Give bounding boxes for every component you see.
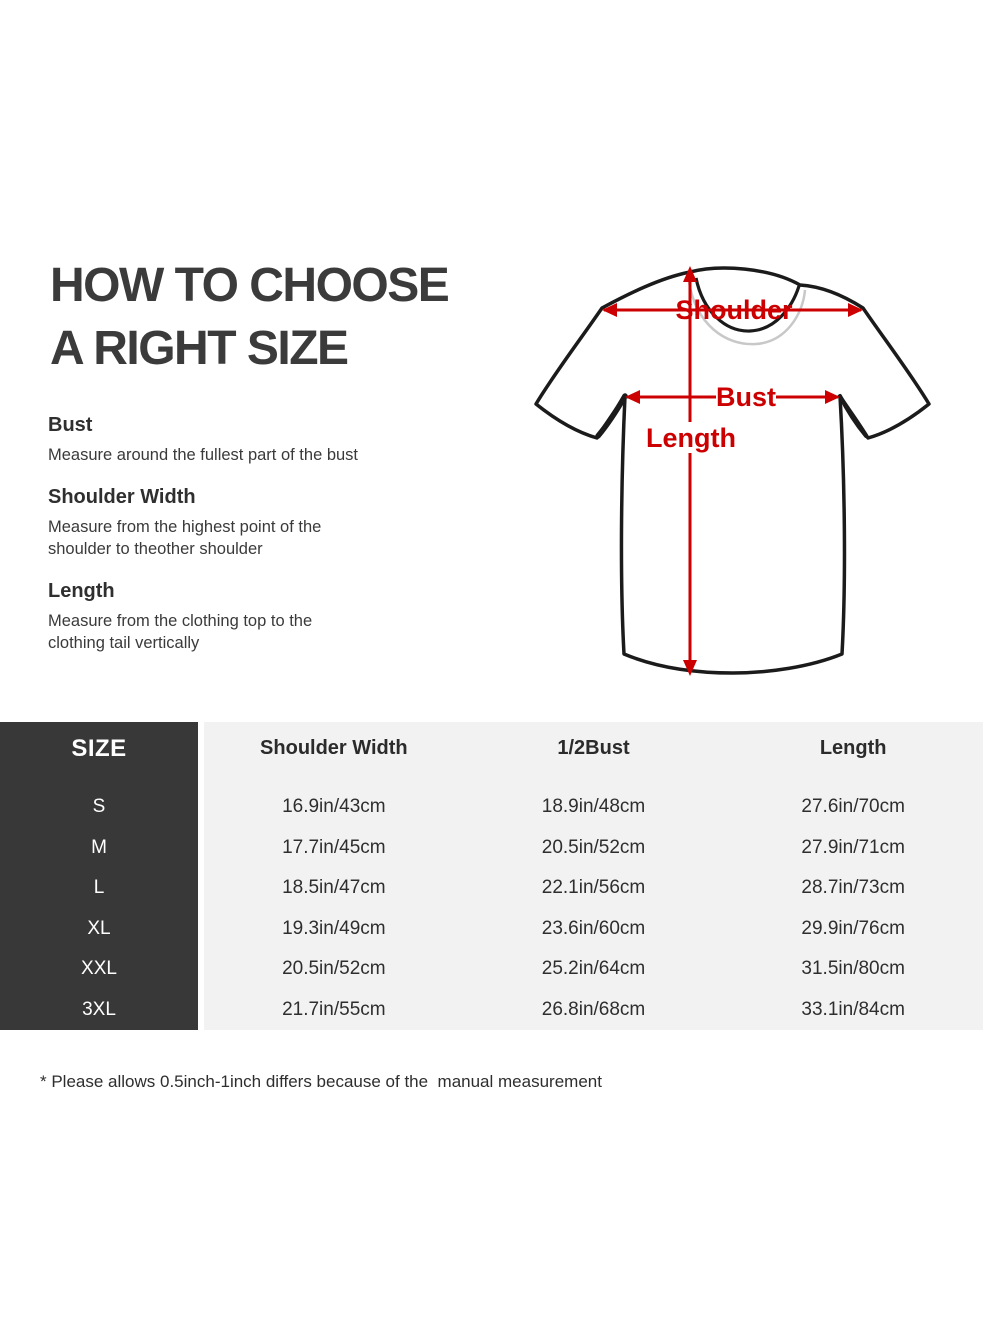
cell-length: 33.1in/84cm — [801, 998, 905, 1020]
size-cell-m: M — [91, 836, 107, 858]
cell-half-bust: 22.1in/56cm — [541, 877, 646, 899]
tshirt-diagram-svg — [520, 252, 940, 682]
cell-shoulder-width: 16.9in/43cm — [282, 796, 386, 818]
size-cell-xl: XL — [87, 917, 111, 939]
cell-shoulder-width: 19.3in/49cm — [282, 917, 386, 939]
table-row — [204, 949, 983, 990]
column-header-length: Length — [819, 737, 887, 759]
size-cell-xxl: XXL — [81, 958, 117, 980]
shoulder-label: Shoulder — [675, 295, 793, 325]
cell-length: 31.5in/80cm — [801, 958, 905, 980]
page-title-line2: A RIGHT SIZE — [50, 322, 348, 375]
column-header-shoulder-width: Shoulder Width — [260, 737, 408, 759]
length-label: Length — [646, 423, 736, 453]
guide-item-bust — [48, 414, 458, 466]
guide-term: Bust — [48, 414, 93, 436]
cell-length: 27.6in/70cm — [801, 796, 905, 818]
cell-length: 27.9in/71cm — [801, 836, 905, 858]
size-column-header: SIZE — [71, 734, 127, 762]
size-cell-s: S — [92, 796, 106, 818]
guide-desc-line: shoulder to theother shoulder — [48, 540, 263, 558]
column-header-half-bust: 1/2Bust — [557, 737, 630, 759]
guide-item-shoulder-width — [48, 486, 458, 560]
table-header-row — [204, 722, 983, 775]
cell-half-bust: 23.6in/60cm — [541, 917, 646, 939]
table-body — [204, 722, 983, 1030]
bust-label: Bust — [716, 382, 776, 412]
table-row — [204, 990, 983, 1031]
guide-desc — [48, 610, 458, 654]
page-title-line1: HOW TO CHOOSE — [50, 259, 449, 312]
guide-desc-line: Measure from the highest point of the — [48, 518, 322, 536]
cell-half-bust: 26.8in/68cm — [541, 998, 646, 1020]
cell-length: 28.7in/73cm — [801, 877, 905, 899]
cell-shoulder-width: 17.7in/45cm — [282, 836, 386, 858]
page-title — [50, 254, 448, 380]
cell-half-bust: 20.5in/52cm — [541, 836, 646, 858]
guide-desc-line: Measure around the fullest part of the bust — [48, 446, 359, 464]
guide-term: Length — [48, 580, 115, 602]
cell-length: 29.9in/76cm — [801, 917, 905, 939]
size-chart-table — [0, 722, 983, 1030]
size-cell-l: L — [93, 877, 105, 899]
guide-desc-line: Measure from the clothing top to the — [48, 612, 313, 630]
cell-shoulder-width: 21.7in/55cm — [282, 998, 386, 1020]
table-row — [204, 787, 983, 828]
guide-term: Shoulder Width — [48, 486, 196, 508]
measurement-disclaimer: * Please allows 0.5inch-1inch differs because of the manual measurement — [40, 1072, 602, 1091]
guide-desc — [48, 444, 458, 466]
size-cell-3xl: 3XL — [82, 998, 116, 1020]
table-row — [204, 828, 983, 869]
size-column — [0, 722, 198, 1030]
cell-half-bust: 25.2in/64cm — [541, 958, 646, 980]
cell-half-bust: 18.9in/48cm — [541, 796, 646, 818]
guide-item-length — [48, 580, 458, 654]
guide-desc-line: clothing tail vertically — [48, 634, 200, 652]
table-row — [204, 868, 983, 909]
measurement-guide — [48, 414, 458, 674]
cell-shoulder-width: 20.5in/52cm — [282, 958, 386, 980]
table-row — [204, 909, 983, 950]
cell-shoulder-width: 18.5in/47cm — [282, 877, 386, 899]
tshirt-diagram — [520, 252, 940, 682]
guide-desc — [48, 516, 458, 560]
